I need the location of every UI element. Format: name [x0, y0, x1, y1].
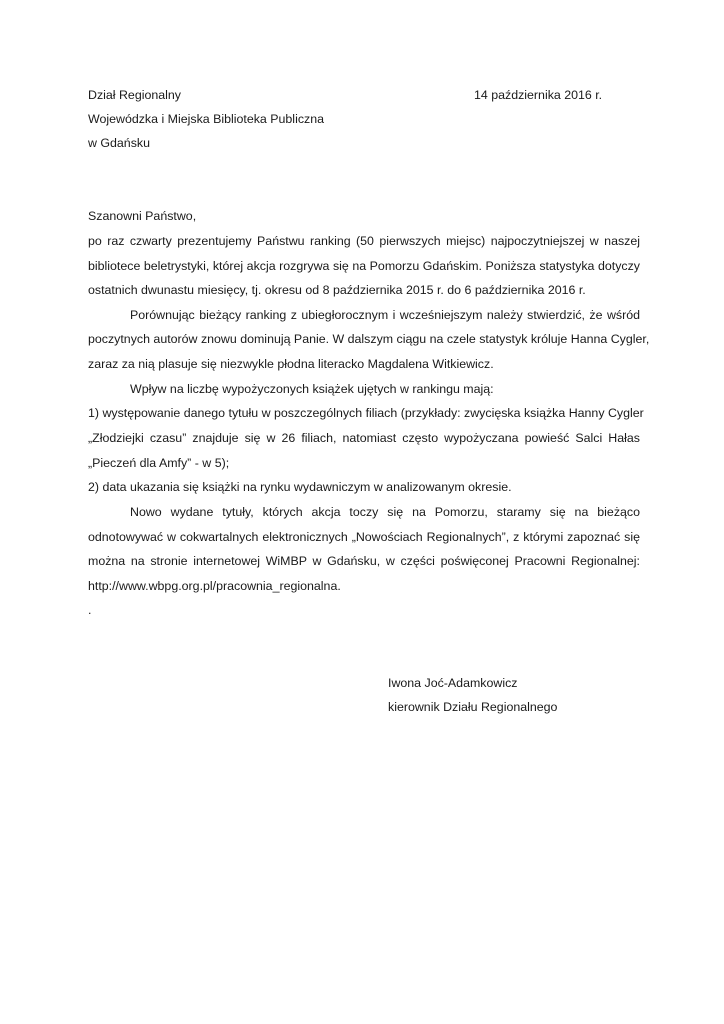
paragraph-4-line: http://www.wbpg.org.pl/pracownia_regionalna.: [88, 579, 341, 593]
paragraph-4-line: odnotowywać w cokwartalnych elektronicznych „Nowościach Regionalnych”, z którymi zapoznać się: [88, 530, 640, 544]
paragraph-2-line: zaraz za nią plasuje się niezwykle płodna literacko Magdalena Witkiewicz.: [88, 357, 494, 371]
paragraph-2-line: poczytnych autorów znowu dominują Panie. W dalszym ciągu na czele statystyk króluje Hanna Cygler,: [88, 332, 650, 346]
list-item-1-line: 1) występowanie danego tytułu w poszczególnych filiach (przykłady: zwycięska książka Hanny Cygler: [88, 406, 644, 420]
paragraph-1-line: bibliotece beletrystyki, której akcja rozgrywa się na Pomorzu Gdańskim. Poniższa statystyka dotyczy: [88, 259, 640, 273]
list-item-2: 2) data ukazania się książki na rynku wydawniczym w analizowanym okresie.: [88, 480, 512, 494]
list-item-1-line: „Pieczeń dla Amfy” - w 5);: [88, 456, 230, 470]
greeting: Szanowni Państwo,: [88, 209, 197, 223]
library-name: Wojewódzka i Miejska Biblioteka Publiczna: [88, 112, 324, 126]
signature-name: Iwona Joć-Adamkowicz: [388, 676, 518, 690]
signature-title: kierownik Działu Regionalnego: [388, 700, 558, 714]
library-city: w Gdańsku: [88, 136, 150, 150]
letter-date: 14 października 2016 r.: [474, 88, 603, 102]
paragraph-4-line: można na stronie internetowej WiMBP w Gdańsku, w części poświęconej Pracowni Regionalnej:: [88, 554, 640, 568]
paragraph-1-line: ostatnich dwunastu miesięcy, tj. okresu od 8 października 2015 r. do 6 października 2016 r.: [88, 283, 586, 297]
paragraph-3: Wpływ na liczbę wypożyczonych książek ujętych w rankingu mają:: [130, 382, 494, 396]
paragraph-4-line: Nowo wydane tytuły, których akcja toczy się na Pomorzu, staramy się na bieżąco: [130, 505, 640, 519]
stray-dot: .: [88, 603, 92, 617]
department-name: Dział Regionalny: [88, 88, 181, 102]
list-item-1-line: „Złodziejki czasu” znajduje się w 26 filiach, natomiast często wypożyczana powieść Salci Hałas: [88, 431, 640, 445]
paragraph-2-line: Porównując bieżący ranking z ubiegłorocznym i wcześniejszym należy stwierdzić, że wśród: [130, 308, 640, 322]
paragraph-1-line: po raz czwarty prezentujemy Państwu ranking (50 pierwszych miejsc) najpoczytniejszej w naszej: [88, 234, 640, 248]
